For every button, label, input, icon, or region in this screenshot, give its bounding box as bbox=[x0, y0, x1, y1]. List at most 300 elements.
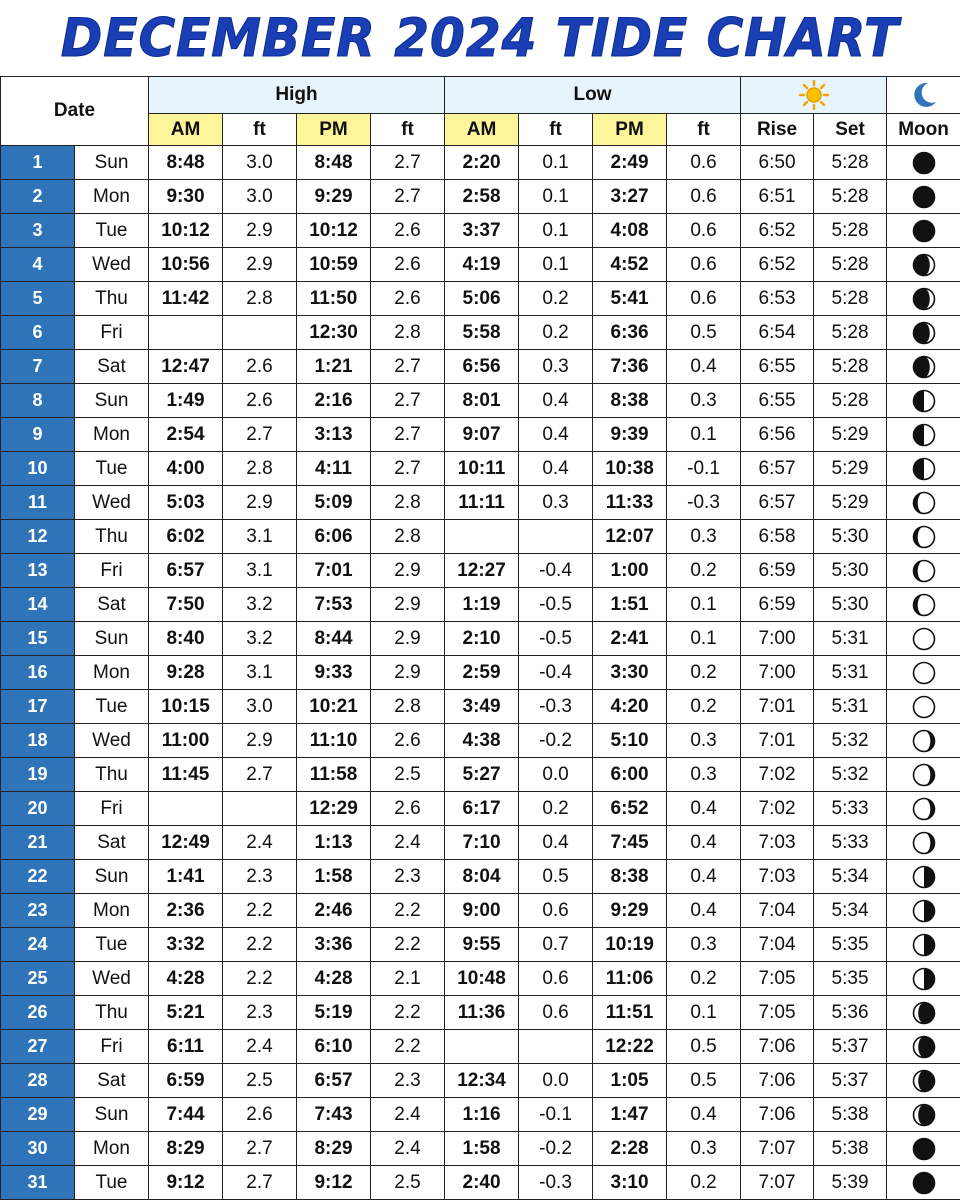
low-am-time-cell: 12:34 bbox=[445, 1064, 519, 1098]
title-bar bbox=[0, 0, 960, 76]
table-row bbox=[1, 588, 960, 622]
low-am-time-cell: 2:40 bbox=[445, 1166, 519, 1200]
sunrise-cell: 7:00 bbox=[741, 622, 814, 656]
high-pm-time-cell: 9:33 bbox=[297, 656, 371, 690]
low-pm-ft-header: ft bbox=[667, 114, 741, 146]
low-am-height-cell: 0.0 bbox=[519, 758, 593, 792]
page-title: DECEMBER 2024 TIDE CHART bbox=[60, 7, 900, 69]
weekday-cell: Tue bbox=[75, 452, 149, 486]
high-am-time-cell: 8:29 bbox=[149, 1132, 223, 1166]
weekday-cell: Tue bbox=[75, 928, 149, 962]
table-row bbox=[1, 1030, 960, 1064]
low-am-height-cell: 0.2 bbox=[519, 792, 593, 826]
day-number-cell: 31 bbox=[1, 1166, 75, 1200]
day-number-cell: 11 bbox=[1, 486, 75, 520]
high-pm-time-cell: 12:30 bbox=[297, 316, 371, 350]
day-number-cell: 21 bbox=[1, 826, 75, 860]
low-am-height-cell: -0.5 bbox=[519, 588, 593, 622]
weekday-cell: Fri bbox=[75, 316, 149, 350]
table-row bbox=[1, 962, 960, 996]
high-am-height-cell: 2.7 bbox=[223, 758, 297, 792]
high-am-time-cell bbox=[149, 316, 223, 350]
low-am-height-cell: 0.1 bbox=[519, 214, 593, 248]
high-am-height-cell: 3.1 bbox=[223, 656, 297, 690]
weekday-cell: Fri bbox=[75, 554, 149, 588]
table-row bbox=[1, 1098, 960, 1132]
day-number-cell: 29 bbox=[1, 1098, 75, 1132]
low-pm-time-cell: 6:00 bbox=[593, 758, 667, 792]
day-number-cell: 18 bbox=[1, 724, 75, 758]
low-am-time-cell: 8:01 bbox=[445, 384, 519, 418]
sunset-cell: 5:28 bbox=[814, 214, 887, 248]
sunset-cell: 5:28 bbox=[814, 146, 887, 180]
weekday-cell: Sun bbox=[75, 622, 149, 656]
low-am-time-cell: 12:27 bbox=[445, 554, 519, 588]
day-number-cell: 14 bbox=[1, 588, 75, 622]
day-number-cell: 4 bbox=[1, 248, 75, 282]
high-am-height-cell: 2.7 bbox=[223, 1166, 297, 1200]
high-pm-height-cell: 2.3 bbox=[371, 1064, 445, 1098]
low-am-ft-header: ft bbox=[519, 114, 593, 146]
low-pm-time-cell: 2:41 bbox=[593, 622, 667, 656]
high-pm-time-cell: 4:28 bbox=[297, 962, 371, 996]
day-number-cell: 22 bbox=[1, 860, 75, 894]
high-am-time-cell: 6:02 bbox=[149, 520, 223, 554]
low-am-height-cell: -0.2 bbox=[519, 1132, 593, 1166]
moon-phase-cell bbox=[887, 418, 960, 452]
moon-phase-cell bbox=[887, 1030, 960, 1064]
low-am-header: AM bbox=[445, 114, 519, 146]
sunrise-cell: 6:52 bbox=[741, 248, 814, 282]
low-am-time-cell: 9:07 bbox=[445, 418, 519, 452]
low-am-time-cell: 1:16 bbox=[445, 1098, 519, 1132]
low-pm-time-cell: 7:36 bbox=[593, 350, 667, 384]
high-am-time-cell: 9:30 bbox=[149, 180, 223, 214]
day-number-cell: 1 bbox=[1, 146, 75, 180]
moon-phase-icon bbox=[912, 253, 936, 277]
high-am-height-cell: 2.3 bbox=[223, 996, 297, 1030]
low-pm-time-cell: 4:08 bbox=[593, 214, 667, 248]
moon-phase-cell bbox=[887, 282, 960, 316]
moon-phase-icon bbox=[912, 185, 936, 209]
sunset-cell: 5:37 bbox=[814, 1030, 887, 1064]
low-pm-time-cell: 5:10 bbox=[593, 724, 667, 758]
day-number-cell: 24 bbox=[1, 928, 75, 962]
moon-phase-icon bbox=[912, 1069, 936, 1093]
sunrise-cell: 7:04 bbox=[741, 894, 814, 928]
high-pm-height-cell: 2.6 bbox=[371, 724, 445, 758]
sunset-cell: 5:38 bbox=[814, 1098, 887, 1132]
low-am-height-cell: 0.1 bbox=[519, 248, 593, 282]
table-header bbox=[1, 77, 960, 146]
low-am-time-cell: 5:06 bbox=[445, 282, 519, 316]
high-am-time-cell: 10:12 bbox=[149, 214, 223, 248]
high-pm-time-cell: 4:11 bbox=[297, 452, 371, 486]
low-am-height-cell bbox=[519, 1030, 593, 1064]
high-pm-time-cell: 11:10 bbox=[297, 724, 371, 758]
high-am-time-cell: 4:00 bbox=[149, 452, 223, 486]
high-pm-height-cell: 2.8 bbox=[371, 690, 445, 724]
high-am-height-cell: 2.9 bbox=[223, 486, 297, 520]
weekday-cell: Mon bbox=[75, 656, 149, 690]
moon-phase-cell bbox=[887, 588, 960, 622]
high-am-height-cell: 2.7 bbox=[223, 1132, 297, 1166]
low-pm-time-cell: 10:38 bbox=[593, 452, 667, 486]
high-pm-time-cell: 9:12 bbox=[297, 1166, 371, 1200]
low-pm-time-cell: 4:52 bbox=[593, 248, 667, 282]
sunrise-cell: 6:55 bbox=[741, 350, 814, 384]
low-pm-height-cell: 0.4 bbox=[667, 792, 741, 826]
low-am-time-cell: 2:59 bbox=[445, 656, 519, 690]
table-row bbox=[1, 1064, 960, 1098]
low-pm-time-cell: 6:52 bbox=[593, 792, 667, 826]
high-am-time-cell: 6:59 bbox=[149, 1064, 223, 1098]
low-am-time-cell bbox=[445, 520, 519, 554]
low-pm-height-cell: 0.1 bbox=[667, 622, 741, 656]
high-am-height-cell: 2.6 bbox=[223, 350, 297, 384]
high-pm-time-cell: 1:21 bbox=[297, 350, 371, 384]
table-body bbox=[1, 146, 960, 1200]
sunrise-cell: 7:07 bbox=[741, 1132, 814, 1166]
high-am-height-cell: 2.7 bbox=[223, 418, 297, 452]
table-row bbox=[1, 690, 960, 724]
low-pm-time-cell: 5:41 bbox=[593, 282, 667, 316]
table-row bbox=[1, 350, 960, 384]
weekday-cell: Fri bbox=[75, 1030, 149, 1064]
sunset-cell: 5:29 bbox=[814, 452, 887, 486]
weekday-cell: Thu bbox=[75, 758, 149, 792]
low-pm-time-cell: 1:47 bbox=[593, 1098, 667, 1132]
low-pm-height-cell: 0.1 bbox=[667, 996, 741, 1030]
weekday-cell: Thu bbox=[75, 520, 149, 554]
low-pm-time-cell: 1:05 bbox=[593, 1064, 667, 1098]
high-pm-time-cell: 7:53 bbox=[297, 588, 371, 622]
high-pm-height-cell: 2.7 bbox=[371, 146, 445, 180]
high-am-time-cell: 1:49 bbox=[149, 384, 223, 418]
high-pm-height-cell: 2.9 bbox=[371, 622, 445, 656]
moon-phase-icon bbox=[912, 423, 936, 447]
high-am-height-cell: 2.6 bbox=[223, 384, 297, 418]
weekday-cell: Mon bbox=[75, 894, 149, 928]
high-am-time-cell: 9:12 bbox=[149, 1166, 223, 1200]
low-pm-height-cell: 0.4 bbox=[667, 860, 741, 894]
low-pm-time-cell: 9:39 bbox=[593, 418, 667, 452]
low-am-time-cell: 3:49 bbox=[445, 690, 519, 724]
table-row bbox=[1, 316, 960, 350]
low-pm-height-cell: 0.3 bbox=[667, 928, 741, 962]
moon-phase-icon bbox=[912, 627, 936, 651]
low-am-height-cell: 0.1 bbox=[519, 180, 593, 214]
high-am-time-cell: 7:44 bbox=[149, 1098, 223, 1132]
low-pm-height-cell: 0.4 bbox=[667, 826, 741, 860]
weekday-cell: Sat bbox=[75, 826, 149, 860]
high-am-height-cell: 2.8 bbox=[223, 282, 297, 316]
low-am-height-cell: -0.2 bbox=[519, 724, 593, 758]
table-row bbox=[1, 486, 960, 520]
moon-phase-cell bbox=[887, 792, 960, 826]
sunrise-cell: 7:06 bbox=[741, 1064, 814, 1098]
low-pm-time-cell: 10:19 bbox=[593, 928, 667, 962]
high-am-height-cell: 2.5 bbox=[223, 1064, 297, 1098]
high-pm-time-cell: 5:09 bbox=[297, 486, 371, 520]
high-pm-height-cell: 2.4 bbox=[371, 826, 445, 860]
high-am-time-cell: 11:45 bbox=[149, 758, 223, 792]
high-am-height-cell: 3.1 bbox=[223, 520, 297, 554]
low-am-height-cell: -0.4 bbox=[519, 656, 593, 690]
moon-phase-cell bbox=[887, 758, 960, 792]
sunset-cell: 5:32 bbox=[814, 724, 887, 758]
low-pm-height-cell: 0.3 bbox=[667, 384, 741, 418]
sunrise-cell: 7:06 bbox=[741, 1098, 814, 1132]
moon-phase-icon bbox=[912, 457, 936, 481]
low-pm-time-cell: 3:10 bbox=[593, 1166, 667, 1200]
low-am-height-cell: 0.6 bbox=[519, 996, 593, 1030]
low-pm-time-cell: 11:51 bbox=[593, 996, 667, 1030]
moon-phase-cell bbox=[887, 486, 960, 520]
high-am-height-cell: 2.9 bbox=[223, 724, 297, 758]
high-pm-time-cell: 12:29 bbox=[297, 792, 371, 826]
low-am-height-cell: 0.6 bbox=[519, 962, 593, 996]
moon-phase-icon bbox=[912, 729, 936, 753]
sunrise-cell: 6:57 bbox=[741, 486, 814, 520]
day-number-cell: 5 bbox=[1, 282, 75, 316]
low-pm-height-cell: 0.6 bbox=[667, 180, 741, 214]
moon-phase-icon bbox=[912, 899, 936, 923]
high-pm-time-cell: 3:13 bbox=[297, 418, 371, 452]
low-pm-time-cell: 3:27 bbox=[593, 180, 667, 214]
moon-phase-icon bbox=[912, 1035, 936, 1059]
day-number-cell: 7 bbox=[1, 350, 75, 384]
table-row bbox=[1, 1132, 960, 1166]
sunset-cell: 5:30 bbox=[814, 520, 887, 554]
high-pm-time-cell: 8:29 bbox=[297, 1132, 371, 1166]
high-pm-time-cell: 2:16 bbox=[297, 384, 371, 418]
low-pm-height-cell: 0.2 bbox=[667, 962, 741, 996]
high-pm-height-cell: 2.6 bbox=[371, 248, 445, 282]
sunset-cell: 5:35 bbox=[814, 928, 887, 962]
high-pm-time-cell: 6:06 bbox=[297, 520, 371, 554]
high-am-time-cell: 12:49 bbox=[149, 826, 223, 860]
sunrise-cell: 7:05 bbox=[741, 996, 814, 1030]
high-pm-height-cell: 2.3 bbox=[371, 860, 445, 894]
high-am-time-cell: 2:36 bbox=[149, 894, 223, 928]
day-number-cell: 13 bbox=[1, 554, 75, 588]
moon-phase-cell bbox=[887, 724, 960, 758]
table-row bbox=[1, 928, 960, 962]
high-pm-height-cell: 2.7 bbox=[371, 180, 445, 214]
high-am-height-cell: 3.0 bbox=[223, 180, 297, 214]
low-am-height-cell: 0.4 bbox=[519, 418, 593, 452]
moon-phase-cell bbox=[887, 384, 960, 418]
sunrise-cell: 6:53 bbox=[741, 282, 814, 316]
high-pm-time-cell: 6:10 bbox=[297, 1030, 371, 1064]
moon-phase-icon bbox=[912, 525, 936, 549]
moon-phase-icon bbox=[912, 1171, 936, 1195]
low-pm-header: PM bbox=[593, 114, 667, 146]
weekday-cell: Tue bbox=[75, 690, 149, 724]
low-pm-time-cell: 7:45 bbox=[593, 826, 667, 860]
low-pm-time-cell: 3:30 bbox=[593, 656, 667, 690]
low-pm-height-cell: 0.6 bbox=[667, 146, 741, 180]
high-am-time-cell: 6:11 bbox=[149, 1030, 223, 1064]
moon-phase-cell bbox=[887, 860, 960, 894]
high-pm-height-cell: 2.2 bbox=[371, 1030, 445, 1064]
weekday-cell: Wed bbox=[75, 962, 149, 996]
sunset-cell: 5:28 bbox=[814, 180, 887, 214]
low-am-time-cell: 6:17 bbox=[445, 792, 519, 826]
high-pm-time-cell: 8:48 bbox=[297, 146, 371, 180]
low-pm-height-cell: 0.5 bbox=[667, 316, 741, 350]
low-am-height-cell: 0.5 bbox=[519, 860, 593, 894]
high-am-height-cell: 3.0 bbox=[223, 690, 297, 724]
moon-phase-cell bbox=[887, 962, 960, 996]
low-am-height-cell: 0.2 bbox=[519, 316, 593, 350]
low-am-height-cell: 0.1 bbox=[519, 146, 593, 180]
low-am-time-cell: 9:55 bbox=[445, 928, 519, 962]
low-am-height-cell: -0.4 bbox=[519, 554, 593, 588]
sunrise-cell: 7:01 bbox=[741, 724, 814, 758]
low-pm-height-cell: 0.6 bbox=[667, 282, 741, 316]
moon-phase-icon bbox=[912, 1137, 936, 1161]
moon-phase-icon bbox=[912, 355, 936, 379]
weekday-cell: Sun bbox=[75, 384, 149, 418]
low-am-time-cell: 10:11 bbox=[445, 452, 519, 486]
sunrise-cell: 7:06 bbox=[741, 1030, 814, 1064]
day-number-cell: 20 bbox=[1, 792, 75, 826]
low-pm-time-cell: 2:49 bbox=[593, 146, 667, 180]
moon-phase-cell bbox=[887, 214, 960, 248]
weekday-cell: Sun bbox=[75, 146, 149, 180]
low-am-time-cell: 1:19 bbox=[445, 588, 519, 622]
low-am-time-cell: 1:58 bbox=[445, 1132, 519, 1166]
high-pm-height-cell: 2.9 bbox=[371, 554, 445, 588]
table-row bbox=[1, 894, 960, 928]
low-pm-height-cell: 0.2 bbox=[667, 656, 741, 690]
high-am-time-cell: 3:32 bbox=[149, 928, 223, 962]
high-am-height-cell: 2.9 bbox=[223, 214, 297, 248]
low-pm-height-cell: 0.1 bbox=[667, 588, 741, 622]
low-pm-time-cell: 12:22 bbox=[593, 1030, 667, 1064]
sunrise-cell: 6:50 bbox=[741, 146, 814, 180]
low-pm-time-cell: 12:07 bbox=[593, 520, 667, 554]
sunrise-cell: 7:01 bbox=[741, 690, 814, 724]
high-am-time-cell: 8:48 bbox=[149, 146, 223, 180]
moon-phase-cell bbox=[887, 1064, 960, 1098]
low-am-time-cell bbox=[445, 1030, 519, 1064]
sunset-cell: 5:29 bbox=[814, 418, 887, 452]
moon-phase-icon bbox=[912, 1001, 936, 1025]
day-number-cell: 30 bbox=[1, 1132, 75, 1166]
day-number-cell: 19 bbox=[1, 758, 75, 792]
sunset-cell: 5:33 bbox=[814, 792, 887, 826]
sunrise-cell: 7:04 bbox=[741, 928, 814, 962]
low-am-height-cell: 0.7 bbox=[519, 928, 593, 962]
moon-phase-icon bbox=[912, 865, 936, 889]
moon-phase-icon bbox=[912, 831, 936, 855]
moon-phase-icon bbox=[912, 389, 936, 413]
high-am-height-cell: 3.2 bbox=[223, 588, 297, 622]
high-am-height-cell: 2.2 bbox=[223, 928, 297, 962]
low-am-height-cell: -0.1 bbox=[519, 1098, 593, 1132]
day-number-cell: 10 bbox=[1, 452, 75, 486]
high-pm-time-cell: 7:01 bbox=[297, 554, 371, 588]
day-number-cell: 26 bbox=[1, 996, 75, 1030]
high-am-height-cell: 2.2 bbox=[223, 962, 297, 996]
low-pm-height-cell: 0.2 bbox=[667, 554, 741, 588]
high-am-time-cell: 4:28 bbox=[149, 962, 223, 996]
low-pm-time-cell: 1:51 bbox=[593, 588, 667, 622]
low-am-height-cell: 0.4 bbox=[519, 384, 593, 418]
high-pm-height-cell: 2.8 bbox=[371, 316, 445, 350]
high-pm-time-cell: 1:13 bbox=[297, 826, 371, 860]
high-am-time-cell: 5:21 bbox=[149, 996, 223, 1030]
high-am-height-cell bbox=[223, 792, 297, 826]
sunset-cell: 5:28 bbox=[814, 350, 887, 384]
moon-phase-icon bbox=[912, 797, 936, 821]
table-row bbox=[1, 656, 960, 690]
weekday-cell: Thu bbox=[75, 282, 149, 316]
low-pm-height-cell: 0.3 bbox=[667, 520, 741, 554]
high-pm-height-cell: 2.2 bbox=[371, 928, 445, 962]
low-am-height-cell: 0.3 bbox=[519, 486, 593, 520]
high-am-time-cell: 7:50 bbox=[149, 588, 223, 622]
weekday-cell: Wed bbox=[75, 486, 149, 520]
day-number-cell: 17 bbox=[1, 690, 75, 724]
moon-phase-icon bbox=[912, 593, 936, 617]
sunrise-cell: 6:52 bbox=[741, 214, 814, 248]
high-am-height-cell: 2.9 bbox=[223, 248, 297, 282]
high-pm-height-cell: 2.6 bbox=[371, 282, 445, 316]
moon-phase-cell bbox=[887, 350, 960, 384]
low-am-time-cell: 2:58 bbox=[445, 180, 519, 214]
low-pm-height-cell: 0.2 bbox=[667, 690, 741, 724]
high-am-time-cell: 11:00 bbox=[149, 724, 223, 758]
sun-icon bbox=[797, 80, 831, 110]
high-pm-height-cell: 2.7 bbox=[371, 350, 445, 384]
low-am-height-cell: 0.2 bbox=[519, 282, 593, 316]
moon-phase-cell bbox=[887, 554, 960, 588]
sunrise-cell: 7:03 bbox=[741, 860, 814, 894]
sunrise-cell: 7:00 bbox=[741, 656, 814, 690]
high-pm-height-cell: 2.2 bbox=[371, 996, 445, 1030]
high-pm-time-cell: 2:46 bbox=[297, 894, 371, 928]
low-pm-height-cell: 0.6 bbox=[667, 214, 741, 248]
high-am-height-cell bbox=[223, 316, 297, 350]
date-header: Date bbox=[1, 77, 149, 146]
sunset-cell: 5:30 bbox=[814, 554, 887, 588]
high-pm-height-cell: 2.6 bbox=[371, 214, 445, 248]
sunrise-cell: 6:56 bbox=[741, 418, 814, 452]
sunset-cell: 5:28 bbox=[814, 384, 887, 418]
table-row bbox=[1, 1166, 960, 1200]
weekday-cell: Mon bbox=[75, 1132, 149, 1166]
low-pm-time-cell: 2:28 bbox=[593, 1132, 667, 1166]
table-row bbox=[1, 214, 960, 248]
table-row bbox=[1, 554, 960, 588]
high-am-time-cell: 2:54 bbox=[149, 418, 223, 452]
low-am-time-cell: 11:36 bbox=[445, 996, 519, 1030]
low-am-time-cell: 4:38 bbox=[445, 724, 519, 758]
moon-header: Moon bbox=[887, 114, 960, 146]
high-am-height-cell: 2.6 bbox=[223, 1098, 297, 1132]
high-pm-height-cell: 2.4 bbox=[371, 1098, 445, 1132]
low-am-height-cell: -0.3 bbox=[519, 1166, 593, 1200]
day-number-cell: 8 bbox=[1, 384, 75, 418]
sunset-cell: 5:32 bbox=[814, 758, 887, 792]
high-pm-height-cell: 2.8 bbox=[371, 520, 445, 554]
moon-phase-icon bbox=[912, 933, 936, 957]
moon-phase-icon bbox=[912, 321, 936, 345]
